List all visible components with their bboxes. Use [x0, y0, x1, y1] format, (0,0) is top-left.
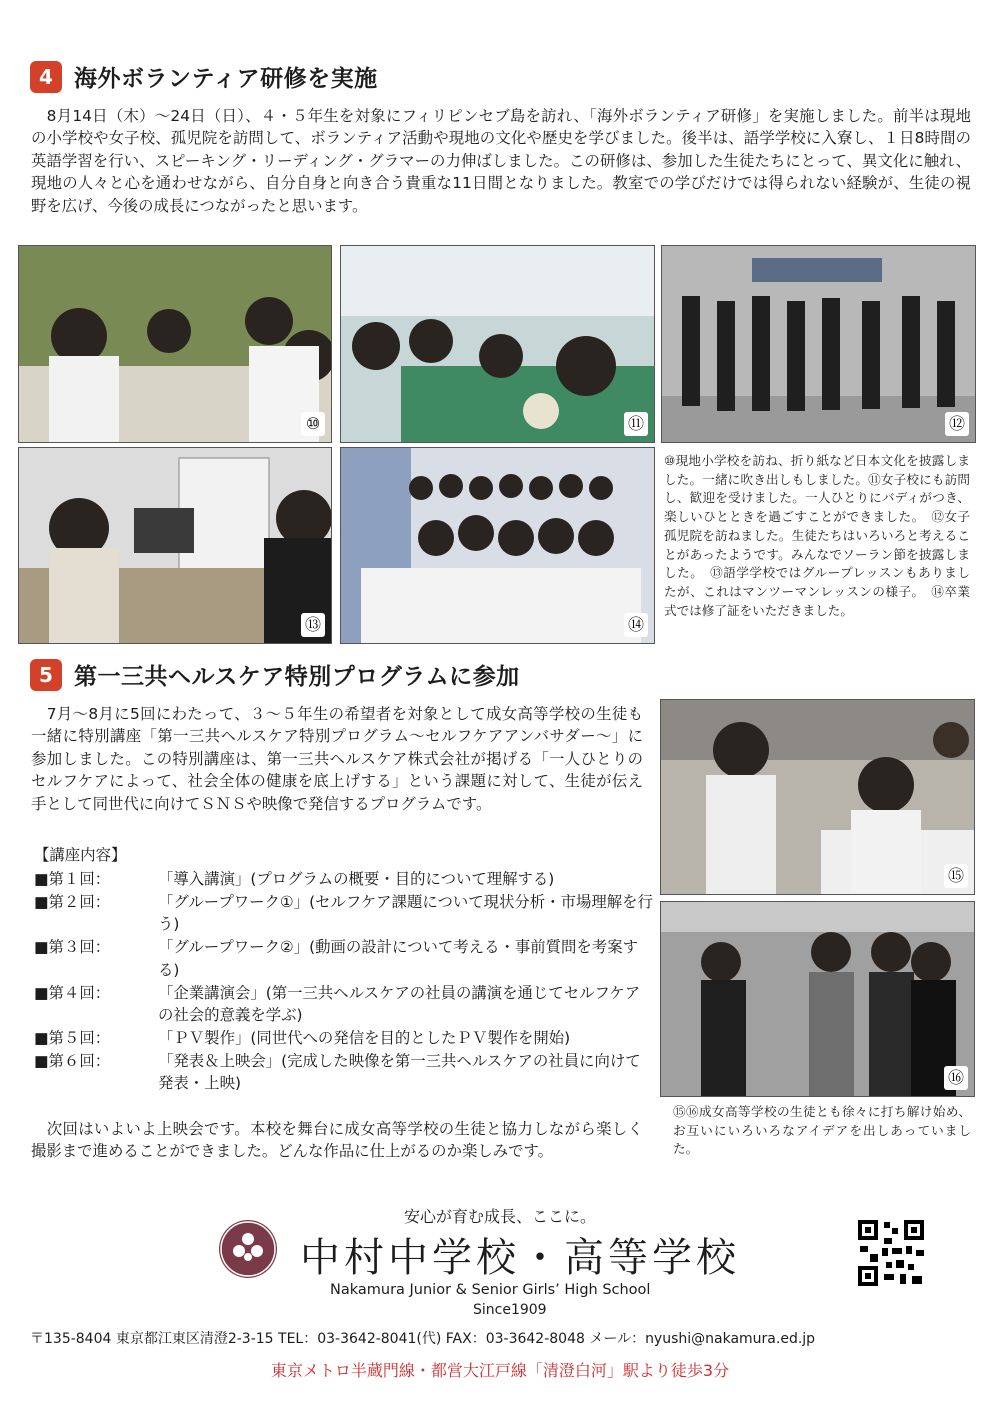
since-year: Since1909	[473, 1302, 547, 1318]
photo-15	[660, 699, 975, 895]
course-item	[34, 1050, 654, 1095]
emblem-graphic	[219, 1220, 277, 1278]
course-item-label: ■第６回：	[34, 1051, 111, 1070]
photo-10	[18, 245, 332, 443]
photo-11	[340, 245, 655, 443]
course-item	[34, 1027, 654, 1049]
course-item-label: ■第５回：	[34, 1028, 111, 1047]
course-item	[34, 891, 654, 936]
section-5-closing: 次回はいよいよ上映会です。本校を舞台に成女高等学校の生徒と協力しながら楽しく撮影まで進めることができました。どんな作品に仕上がるのか楽しみです。	[31, 1120, 643, 1161]
section-number-badge: 4	[30, 61, 62, 93]
course-item-label: ■第２回：	[34, 892, 111, 911]
photo-scene	[661, 902, 974, 1096]
photo-number: ⑪	[624, 412, 648, 436]
photo-scene	[341, 448, 654, 643]
photo-13	[18, 447, 332, 644]
section-5-caption: ⑮⑯成女高等学校の生徒とも徐々に打ち解け始め、お互いにいろいろなアイデアを出しあっていました。	[673, 1104, 971, 1157]
course-heading: 【講座内容】	[34, 846, 127, 864]
school-name: 中村中学校・高等学校	[300, 1235, 740, 1281]
course-item	[34, 868, 654, 890]
course-item	[34, 982, 654, 1027]
contact-address: 〒135-8404 東京都江東区清澄2-3-15 TEL：03-3642-8041(代) FAX：03-3642-8048 メール：nyushi@nakamura.ed.jp	[30, 1331, 816, 1347]
photo-number: ⑩	[301, 412, 325, 436]
course-item-text: 「導入講演」(プログラムの概要・目的について理解する)	[158, 870, 555, 888]
course-item	[34, 936, 654, 981]
photo-number: ⑯	[944, 1066, 968, 1090]
course-item-text: 「グループワーク②」(動画の設計について考える・事前質問を考案する)	[158, 938, 638, 979]
photo-number: ⑭	[624, 613, 648, 637]
access-info: 東京メトロ半蔵門線・都営大江戸線「清澄白河」駅より徒歩3分	[270, 1361, 730, 1380]
photo-scene	[19, 246, 331, 442]
section-4-heading	[30, 60, 378, 93]
photo-number: ⑫	[945, 412, 969, 436]
course-item-text: 「グループワーク①」(セルフケア課題について現状分析・市場理解を行う)	[158, 892, 653, 934]
qr-code-icon[interactable]	[856, 1218, 926, 1288]
course-item-label: ■第３回：	[34, 938, 111, 957]
course-item-label: ■第１回：	[34, 870, 111, 888]
course-list	[34, 868, 654, 1095]
section-4-caption: ⑩現地小学校を訪ね、折り紙など日本文化を披露しました。一緒に吹き出しもしました。⑪女子校にも訪問し、歓迎を受けました。一人ひとりにバディがつき、楽しいひとときを過ごすことができました。 ⑫女子孤児院を訪ねました。生徒たちはいろいろと考えることがあったようです。みんなでソーラン節を披露しました。 ⑬語学学校ではグループレッスンもありましたが、これはマンツーマンレッスンの様子。 ⑭卒業式では修了証をいただきました。	[664, 453, 970, 618]
tagline: 安心が育む成長、ここに。	[403, 1207, 596, 1226]
photo-scene	[341, 246, 654, 442]
photo-scene	[19, 448, 331, 643]
section-number-badge: 5	[30, 659, 62, 691]
photo-scene	[662, 246, 975, 442]
qr-graphic	[856, 1218, 926, 1288]
course-item-text: 「ＰＶ製作」(同世代への発信を目的としたＰＶ製作を開始)	[158, 1028, 571, 1047]
section-5-body: 7月～8月に5回にわたって、３～５年生の希望者を対象として成女高等学校の生徒も一緒に特別講座「第一三共ヘルスケア特別プログラム～セルフケアアンバサダー～」に参加しました。この特別講座は、第一三共ヘルスケア株式会社が掲げる「一人ひとりのセルフケアによって、社会全体の健康を底上げする」という課題に対して、生徒が伝え手として同世代に向けてＳＮＳや映像で発信するプログラムです。	[31, 705, 643, 813]
course-item-text: 「企業講演会」(第一三共ヘルスケアの社員の講演を通じてセルフケアの社会的意義を学ぶ)	[158, 983, 641, 1024]
photo-12	[661, 245, 976, 443]
photo-number: ⑬	[301, 613, 325, 637]
course-item-label: ■第４回：	[34, 983, 111, 1002]
photo-number: ⑮	[944, 864, 968, 888]
school-emblem-icon	[219, 1220, 277, 1278]
section-title: 海外ボランティア研修を実施	[74, 66, 378, 92]
section-title: 第一三共ヘルスケア特別プログラムに参加	[74, 664, 520, 690]
course-item-text: 「発表＆上映会」(完成した映像を第一三共ヘルスケアの社員に向けて発表・上映)	[158, 1051, 641, 1093]
section-5-heading	[30, 658, 520, 691]
photo-14	[340, 447, 655, 644]
school-name-en: Nakamura Junior & Senior Girls’ High School	[330, 1282, 651, 1298]
photo-scene	[661, 700, 974, 894]
photo-16	[660, 901, 975, 1097]
section-4-body: 8月14日（木）～24日（日）、４・５年生を対象にフィリピンセブ島を訪れ、「海外ボランティア研修」を実施しました。前半は現地の小学校や女子校、孤児院を訪問して、ボランティア活動や現地の文化や歴史を学びました。後半は、語学学校に入寮し、１日8時間の英語学習を行い、スピーキング・リーディング・グラマーの力伸ばしました。この研修は、参加した生徒たちにとって、異文化に触れ、現地の人々と心を通わせながら、自分自身と向き合う貴重な11日間となりました。教室での学びだけでは得られない経験が、生徒の視野を広げ、今後の成長につながったと思います。	[31, 107, 971, 215]
